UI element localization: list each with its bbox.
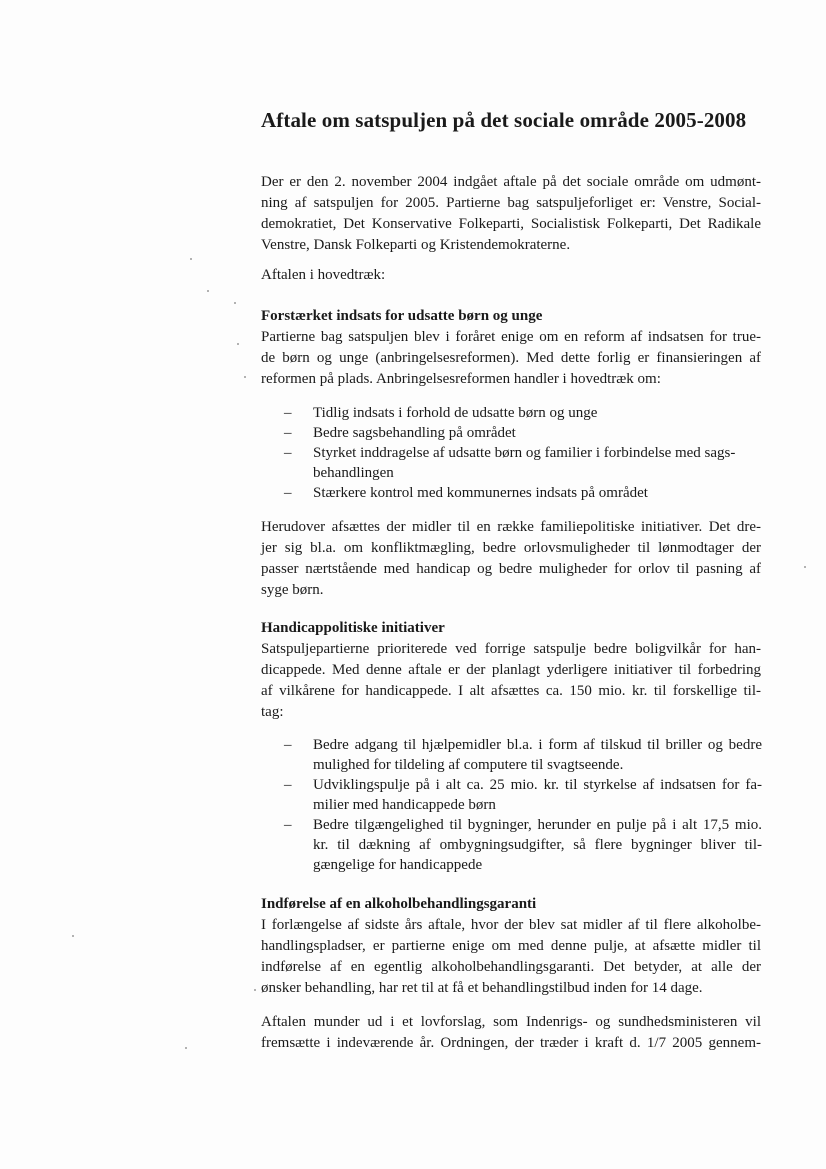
section-3 <box>261 894 761 999</box>
text-line: Partierne bag satspuljen blev i foråret enige om en reform af indsatsen for true- <box>261 329 761 345</box>
text-line: gængelige for handicappede <box>313 857 483 873</box>
section-heading: Forstærket indsats for udsatte børn og unge <box>261 308 543 324</box>
text-line: Bedre adgang til hjælpemidler bl.a. i form af tilskud til briller og bedre <box>313 737 762 753</box>
text-line: Stærkere kontrol med kommunernes indsats på området <box>313 485 648 501</box>
section-heading: Indførelse af en alkoholbehandlingsgaranti <box>261 896 537 912</box>
scan-speck <box>190 258 192 260</box>
list-item <box>284 423 762 443</box>
section-2 <box>261 618 761 723</box>
scan-speck <box>72 935 74 937</box>
text-line: Venstre, Dansk Folkeparti og Kristendemokraterne. <box>261 237 571 253</box>
text-line: indførelse af en egentlig alkoholbehandlingsgaranti. Det betyder, at alle der <box>261 959 761 975</box>
text-line: kr. til dækning af ombygningsudgifter, så flere bygninger bliver til- <box>313 837 762 853</box>
text-line: de børn og unge (anbringelsesreformen). Med dette forlig er finansieringen af <box>261 350 761 366</box>
scan-speck <box>234 302 236 304</box>
intro-paragraph <box>261 172 761 256</box>
text-line: mulighed for tildeling af computere til svagtseende. <box>313 757 624 773</box>
text-line: tag: <box>261 704 284 720</box>
list-item <box>284 735 762 775</box>
text-line: jer sig bl.a. om konfliktmægling, bedre orlovsmuligheder til lønmodtager der <box>261 540 761 556</box>
list-item <box>284 443 762 483</box>
text-line: Bedre sagsbehandling på området <box>313 425 516 441</box>
text-line: af vilkårene for handicappede. I alt afsættes ca. 150 mio. kr. til forskellige til- <box>261 683 761 699</box>
text-line: reformen på plads. Anbringelsesreformen handler i hovedtræk om: <box>261 371 661 387</box>
bullet-dash: – <box>284 445 292 461</box>
text-line: Herudover afsættes der midler til en række familiepolitiske initiativer. Det dre- <box>261 519 761 535</box>
text-line: ning af satspuljen for 2005. Partierne bag satspuljeforliget er: Venstre, Social- <box>261 195 761 211</box>
text-line: milier med handicappede børn <box>313 797 496 813</box>
summary-label <box>261 265 761 286</box>
scan-speck <box>237 343 239 345</box>
text-line: demokratiet, Det Konservative Folkeparti, Socialistisk Folkeparti, Det Radikale <box>261 216 761 232</box>
text-line: I forlængelse af sidste års aftale, hvor der blev sat midler af til flere alkoholbe- <box>261 917 761 933</box>
text-line: behandlingen <box>313 465 394 481</box>
text-line: Bedre tilgængelighed til bygninger, herunder en pulje på i alt 17,5 mio. <box>313 817 762 833</box>
scan-speck <box>804 566 806 568</box>
text-line: Aftalen munder ud i et lovforslag, som Indenrigs- og sundhedsministeren vil <box>261 1014 761 1030</box>
text-line: handlingspladser, er partierne enige om med denne pulje, at afsætte midler til <box>261 938 761 954</box>
section-2-bullet-list <box>284 735 762 875</box>
scan-speck <box>207 290 209 292</box>
section-1-followup <box>261 517 761 601</box>
bullet-dash: – <box>284 425 292 441</box>
list-item <box>284 815 762 875</box>
scan-speck <box>244 376 246 378</box>
section-1 <box>261 306 761 390</box>
text-line: Styrket inddragelse af udsatte børn og familier i forbindelse med sags- <box>313 445 736 461</box>
text-line: passer nærtstående med handicap og bedre muligheder for orlov til pasning af <box>261 561 761 577</box>
scan-speck <box>185 1047 187 1049</box>
section-1-bullet-list <box>284 403 762 503</box>
text-line: Der er den 2. november 2004 indgået aftale på det sociale område om udmønt- <box>261 174 761 190</box>
bullet-dash: – <box>284 817 292 833</box>
text-line: Udviklingspulje på i alt ca. 25 mio. kr. til styrkelse af indsatsen for fa- <box>313 777 762 793</box>
text-line: syge børn. <box>261 582 324 598</box>
bullet-dash: – <box>284 777 292 793</box>
text-line: Aftalen i hovedtræk: <box>261 267 386 283</box>
text-line: fremsætte i indeværende år. Ordningen, der træder i kraft d. 1/7 2005 gennem- <box>261 1035 761 1051</box>
section-heading: Handicappolitiske initiativer <box>261 620 445 636</box>
document-title: Aftale om satspuljen på det sociale område 2005-2008 <box>261 108 747 132</box>
list-item <box>284 775 762 815</box>
list-item <box>284 403 762 423</box>
scan-speck <box>254 989 256 991</box>
text-line: ønsker behandling, har ret til at få et behandlingstilbud inden for 14 dage. <box>261 980 703 996</box>
text-line: dicappede. Med denne aftale er der planlagt yderligere initiativer til forbedring <box>261 662 761 678</box>
list-item <box>284 483 762 503</box>
text-line: Tidlig indsats i forhold de udsatte børn og unge <box>313 405 598 421</box>
bullet-dash: – <box>284 485 292 501</box>
text-line: Satspuljepartierne prioriterede ved forrige satspulje bedre boligvilkår for han- <box>261 641 761 657</box>
bullet-dash: – <box>284 737 292 753</box>
closing-paragraph <box>261 1012 761 1054</box>
bullet-dash: – <box>284 405 292 421</box>
